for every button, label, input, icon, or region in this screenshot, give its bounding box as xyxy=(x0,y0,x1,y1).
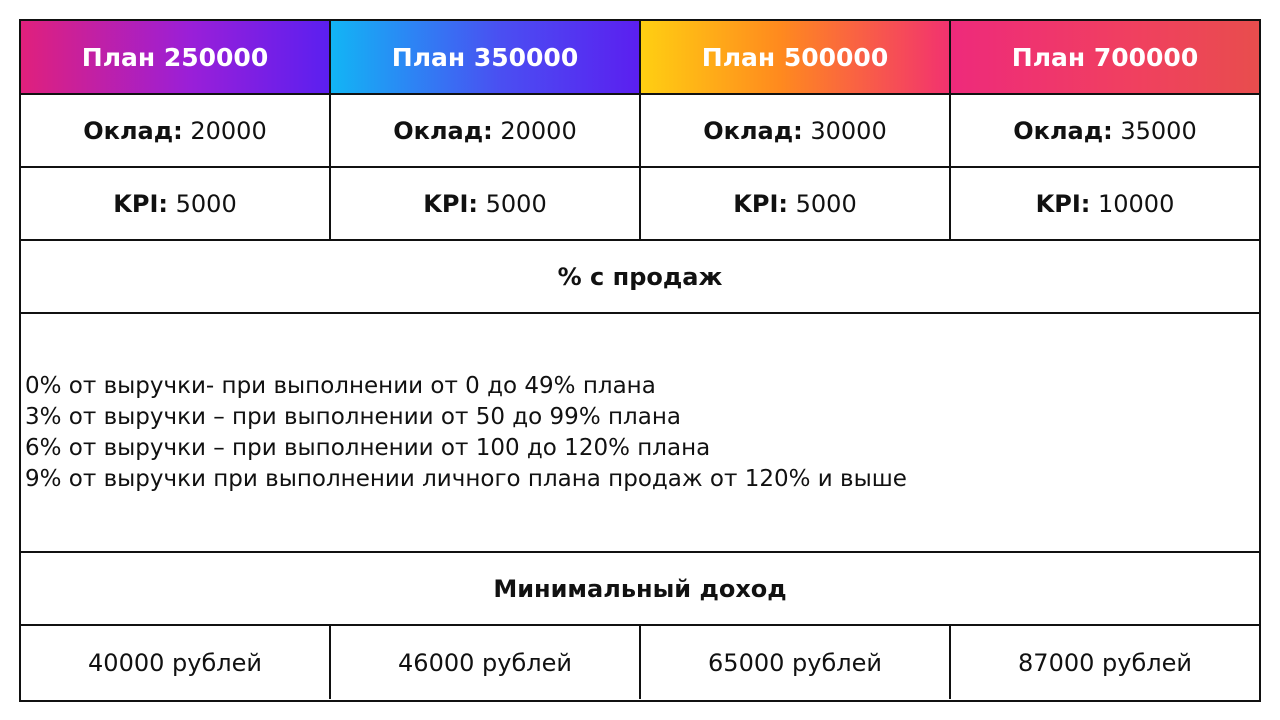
salary-cell xyxy=(951,95,1259,168)
kpi-value: 5000 xyxy=(168,189,237,218)
salary-label: Оклад: xyxy=(703,116,803,145)
kpi-cell xyxy=(951,168,1259,241)
plan-header-250000 xyxy=(21,21,331,95)
min-income-cell xyxy=(641,626,951,699)
plan-title: План 700000 xyxy=(1011,42,1199,72)
min-income-value: 40000 рублей xyxy=(88,648,262,677)
salary-label: Оклад: xyxy=(1013,116,1113,145)
rule-line: 0% от выручки- при выполнении от 0 до 49% плана xyxy=(25,372,656,399)
kpi-cell xyxy=(331,168,641,241)
salary-cell xyxy=(331,95,641,168)
section-heading: % с продаж xyxy=(557,262,723,291)
plan-title: План 350000 xyxy=(391,42,579,72)
kpi-cell xyxy=(21,168,331,241)
salary-value: 35000 xyxy=(1112,116,1197,145)
min-income-value: 87000 рублей xyxy=(1018,648,1192,677)
salary-label: Оклад: xyxy=(393,116,493,145)
rules-list xyxy=(25,371,907,495)
plan-header-350000 xyxy=(331,21,641,95)
min-income-cell xyxy=(951,626,1259,699)
min-income-heading xyxy=(21,553,1259,626)
rule-line: 6% от выручки – при выполнении от 100 до 120% плана xyxy=(25,434,711,461)
salary-value: 20000 xyxy=(492,116,577,145)
kpi-cell xyxy=(641,168,951,241)
compensation-table xyxy=(19,19,1261,702)
kpi-label: KPI: xyxy=(423,189,478,218)
salary-label: Оклад: xyxy=(83,116,183,145)
min-income-value: 46000 рублей xyxy=(398,648,572,677)
salary-cell xyxy=(641,95,951,168)
sales-percent-rules xyxy=(21,314,1259,553)
section-heading: Минимальный доход xyxy=(493,574,787,603)
sales-percent-heading xyxy=(21,241,1259,314)
kpi-value: 5000 xyxy=(788,189,857,218)
min-income-cell xyxy=(331,626,641,699)
plan-header-500000 xyxy=(641,21,951,95)
min-income-cell xyxy=(21,626,331,699)
rule-line: 3% от выручки – при выполнении от 50 до 99% плана xyxy=(25,403,681,430)
rule-line: 9% от выручки при выполнении личного плана продаж от 120% и выше xyxy=(25,465,907,492)
kpi-label: KPI: xyxy=(733,189,788,218)
plan-header-700000 xyxy=(951,21,1259,95)
salary-cell xyxy=(21,95,331,168)
kpi-label: KPI: xyxy=(1035,189,1091,218)
salary-value: 30000 xyxy=(802,116,887,145)
plan-title: План 500000 xyxy=(701,42,889,72)
plan-title: План 250000 xyxy=(81,42,269,72)
kpi-label: KPI: xyxy=(113,189,168,218)
salary-value: 20000 xyxy=(182,116,267,145)
min-income-value: 65000 рублей xyxy=(708,648,882,677)
kpi-value: 5000 xyxy=(478,189,547,218)
kpi-value: 10000 xyxy=(1090,189,1175,218)
